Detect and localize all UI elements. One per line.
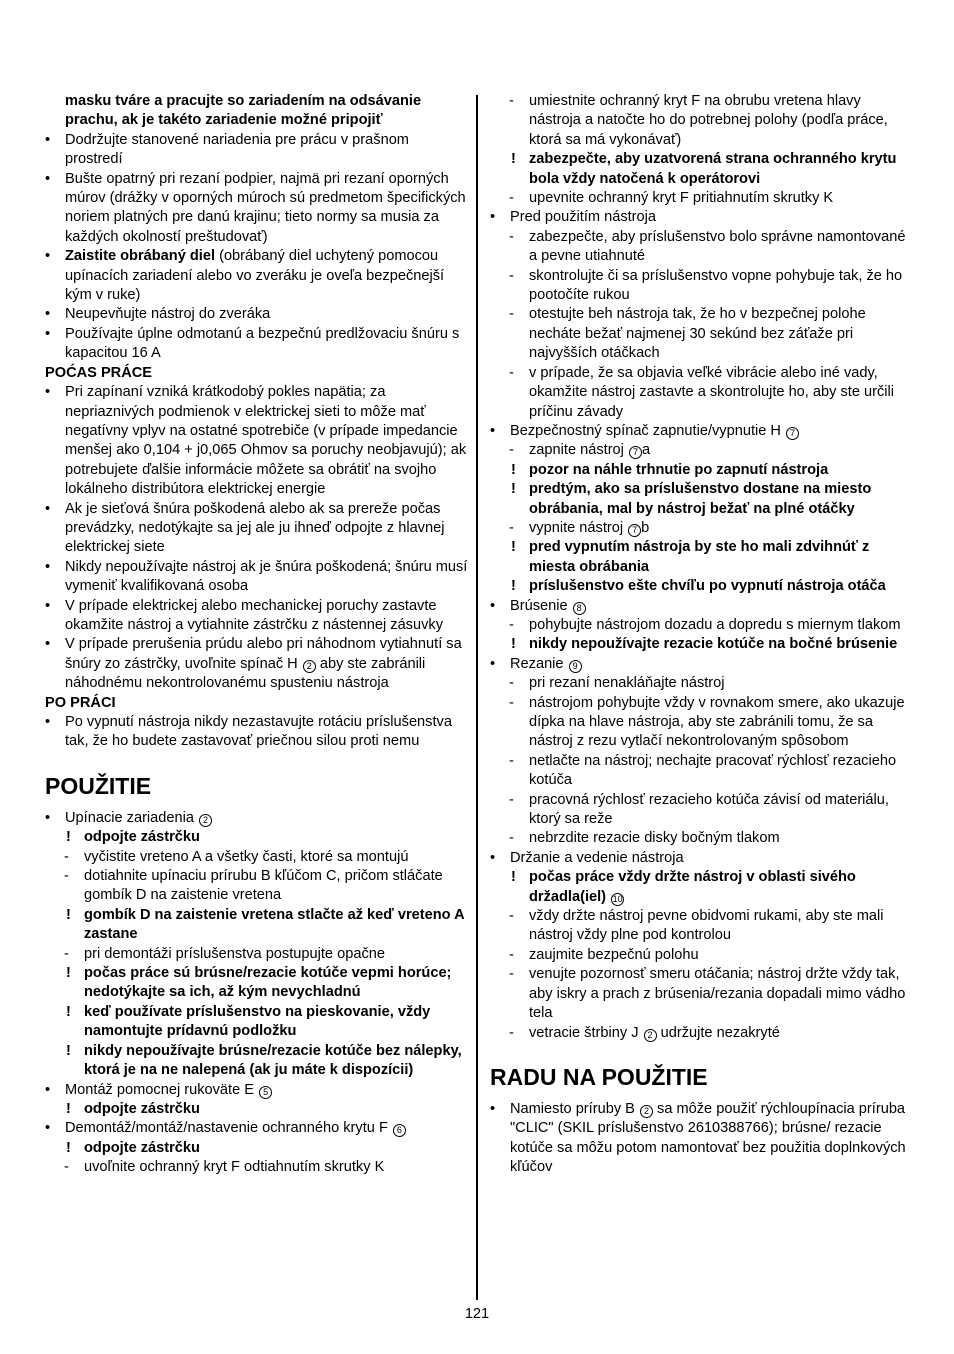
figure-ref-badge: 5 <box>259 1086 272 1099</box>
bullet-item: • Pri zapínaní vzniká krátkodobý pokles napätia; za nepriaznivých podmienok v elektrickej sieti to môže mať negatívny vplyv na ostatné spotrebiče (v prípade impedancie menšej ako 0,104 + j0,065 Ohmov sa poruchy neobjavujú); ak potrebujete ďalšie informácie môžete sa obrátiť na svojho lokálneho distribútora elektrickej energie <box>45 383 470 499</box>
text: Brúsenie <box>510 597 568 614</box>
bullet-item: • Po vypnutí nástroja nikdy nezastavujte rotáciu príslušenstva tak, že ho budete zastavovať priečnou silou proti nemu <box>45 713 470 752</box>
right-column <box>490 92 915 1178</box>
bullet-item: • Neupevňujte nástroj do zveráka <box>45 305 470 324</box>
dash-item: - netlačte na nástroj; nechajte pracovať rýchlosť rezacieho kotúča <box>490 752 915 791</box>
dash-item: - pohybujte nástrojom dozadu a dopredu s miernym tlakom <box>490 616 915 635</box>
bullet-item: • Dodržujte stanovené nariadenia pre prácu v prašnom prostredí <box>45 131 470 170</box>
text: aby ste zabránili náhodnému nekontrolovanému spusteniu nástroja <box>65 655 426 692</box>
text: Namiesto príruby B <box>510 1100 635 1117</box>
dash-item: - zabezpečte, aby príslušenstvo bolo správne namontované a pevne utiahnuté <box>490 228 915 267</box>
section-title: PO PRÁCI <box>45 694 116 711</box>
dash-item: - skontrolujte či sa príslušenstvo vopne pohybuje tak, že ho pootočíte rukou <box>490 267 915 306</box>
warning-item: ! príslušenstvo ešte chvíľu po vypnutí nástroja otáča <box>490 577 915 596</box>
bold-text: Zaistite obrábaný diel <box>65 248 216 265</box>
text: Bezpečnostný spínač zapnutie/vypnutie H <box>510 422 781 439</box>
text: vypnite nástroj <box>529 519 624 536</box>
dash-item <box>490 1024 915 1043</box>
figure-ref-badge: 2 <box>644 1029 657 1042</box>
column-divider <box>476 95 478 1300</box>
figure-ref-badge: 7 <box>786 427 799 440</box>
text: Upínacie zariadenia <box>65 809 194 826</box>
dash-item: - pri demontáži príslušenstva postupujte opačne <box>45 945 470 964</box>
text: Demontáž/montáž/nastavenie ochranného krytu F <box>65 1120 388 1137</box>
text: Rezanie <box>510 655 564 672</box>
page-number: 121 <box>464 1306 490 1322</box>
warning-item: ! zabezpečte, aby uzatvorená strana ochranného krytu bola vždy natočená k operátorovi <box>490 150 915 189</box>
figure-ref-badge: 7 <box>629 446 642 459</box>
warning-item <box>490 868 915 907</box>
bullet-item <box>490 1100 915 1178</box>
warning-item: ! pozor na náhle trhnutie po zapnutí nástroja <box>490 461 915 480</box>
bullet-item <box>490 422 915 441</box>
text: (obrábaný diel uchytený pomocou upínacích zariadení alebo vo zveráku je oveľa bezpečnejší kým v ruke) <box>65 248 445 304</box>
text: počas práce vždy držte nástroj v oblasti sivého držadla(iel) <box>529 869 856 905</box>
text: Montáž pomocnej rukoväte E <box>65 1081 255 1098</box>
warning-item: ! odpojte zástrčku <box>45 1100 470 1119</box>
bullet-item <box>45 1119 470 1138</box>
section-heading: RADU NA POUŽITIE <box>490 1063 708 1090</box>
text: vetracie štrbiny J <box>529 1024 639 1041</box>
figure-ref-badge: 7 <box>628 524 641 537</box>
dash-item: - pracovná rýchlosť rezacieho kotúča závisí od materiálu, ktorý sa reže <box>490 791 915 830</box>
bullet-item: • Ak je sieťová šnúra poškodená alebo ak sa prereže počas prevádzky, nedotýkajte sa jej ale ju ihneď odpojte z hlavnej elektrickej siete <box>45 500 470 558</box>
bullet-item <box>490 597 915 616</box>
bullet-item: • Držanie a vedenie nástroja <box>490 849 915 868</box>
warning-item: ! predtým, ako sa príslušenstvo dostane na miesto obrábania, mal by nástroj bežať na plné otáčky <box>490 480 915 519</box>
dash-item: - zaujmite bezpečnú polohu <box>490 946 915 965</box>
warning-item: ! pred vypnutím nástroja by ste ho mali zdvihnúť z miesta obrábania <box>490 538 915 577</box>
bullet-item: • Používajte úplne odmotanú a bezpečnú predlžovaciu šnúru s kapacitou 16 A <box>45 325 470 364</box>
bullet-item <box>45 809 470 828</box>
dash-item: - pri rezaní nenakláňajte nástroj <box>490 674 915 693</box>
bullet-item: • Bušte opatrný pri rezaní podpier, najmä pri rezaní oporných múrov (drážky v oporných múroch sú predmetom špecifických noriem platných pre danú krajinu; tieto normy sa musia za každých okolností preštudovať) <box>45 170 470 248</box>
dash-item: - otestujte beh nástroja tak, že ho v bezpečnej polohe necháte bežať najmenej 30 sekúnd bez záťaže pri najvyšších otáčkach <box>490 305 915 363</box>
bullet-item: • V prípade elektrickej alebo mechanickej poruchy zastavte okamžite nástroj a vytiahnite zástrčku z nástennej zásuvky <box>45 597 470 636</box>
dash-item: - umiestnite ochranný kryt F na obrubu vretena hlavy nástroja a natočte ho do potrebnej polohy (podľa práce, ktorá sa má vykonávať) <box>490 92 915 150</box>
text: zapnite nástroj <box>529 442 624 459</box>
bullet-item <box>45 635 470 693</box>
warning-item: ! gombík D na zaistenie vretena stlačte až keď vreteno A zastane <box>45 906 470 945</box>
bullet-item <box>45 1081 470 1100</box>
warning-item: ! nikdy nepoužívajte brúsne/rezacie kotúče bez nálepky, ktorá je na ne nalepená (ak ju máte k dispozícii) <box>45 1042 470 1081</box>
dash-item <box>490 519 915 538</box>
figure-ref-badge: 8 <box>573 602 586 615</box>
dash-item: - nebrzdite rezacie disky bočným tlakom <box>490 829 915 848</box>
figure-ref-badge: 2 <box>303 660 316 673</box>
paragraph: masku tváre a pracujte so zariadením na odsávanie prachu, ak je takéto zariadenie možné pripojiť <box>65 93 422 129</box>
text: b <box>641 519 650 536</box>
left-column <box>45 92 470 1178</box>
text: sa môže použiť rýchloupínacia príruba "CLIC" (SKIL príslušenstvo 2610388766); brúsne/ rezacie kotúče sa môžu potom namontovať bez použitia doplnkových kľúčov <box>510 1100 906 1176</box>
text: V prípade prerušenia prúdu alebo pri náhodnom vytiahnutí sa šnúry zo zástrčky, uvoľnite spínač H <box>65 636 462 672</box>
figure-ref-badge: 2 <box>640 1105 653 1118</box>
warning-item: ! odpojte zástrčku <box>45 1139 470 1158</box>
figure-ref-badge: 6 <box>393 1124 406 1137</box>
dash-item: - vždy držte nástroj pevne obidvomi rukami, aby ste mali nástroj vždy plne pod kontrolou <box>490 907 915 946</box>
figure-ref-badge: 10 <box>612 893 623 904</box>
warning-item: ! nikdy nepoužívajte rezacie kotúče na bočné brúsenie <box>490 635 915 654</box>
dash-item: - venujte pozornosť smeru otáčania; nástroj držte vždy tak, aby iskry a prach z brúsenia/rezania dopadali mimo vádho tela <box>490 965 915 1023</box>
section-heading: POUŽITIE <box>45 772 152 799</box>
section-title: POĆAS PRÁCE <box>45 364 153 381</box>
dash-item: - nástrojom pohybujte vždy v rovnakom smere, ako ukazuje dípka na hlave nástroja, aby ste zabránili tomu, že sa nástroj z rezu vytlačí nekontrolovaným spôsobom <box>490 694 915 752</box>
dash-item: - uvoľnite ochranný kryt F odtiahnutím skrutky K <box>45 1158 470 1177</box>
dash-item: - dotiahnite upínaciu prírubu B kľúčom C, pričom stláčate gombík D na zaistenie vretena <box>45 867 470 906</box>
bullet-item <box>45 247 470 305</box>
dash-item: - v prípade, že sa objavia veľké vibrácie alebo iné vady, okamžite nástroj zastavte a skontrolujte ho, aby ste určili príčinu závady <box>490 364 915 422</box>
warning-item: ! keď používate príslušenstvo na pieskovanie, vždy namontujte prídavnú podložku <box>45 1003 470 1042</box>
dash-item: - upevnite ochranný kryt F pritiahnutím skrutky K <box>490 189 915 208</box>
dash-item: - vyčistite vreteno A a všetky časti, ktoré sa montujú <box>45 848 470 867</box>
figure-ref-badge: 2 <box>199 814 212 827</box>
warning-item: ! odpojte zástrčku <box>45 828 470 847</box>
bullet-item: • Pred použitím nástroja <box>490 208 915 227</box>
bullet-item <box>490 655 915 674</box>
warning-item: ! počas práce sú brúsne/rezacie kotúče vepmi horúce; nedotýkajte sa ich, až kým nevychladnú <box>45 964 470 1003</box>
figure-ref-badge: 9 <box>569 660 582 673</box>
text: a <box>641 442 651 459</box>
dash-item <box>490 441 915 460</box>
text: udržujte nezakryté <box>656 1024 780 1041</box>
bullet-item: • Nikdy nepoužívajte nástroj ak je šnúra poškodená; šnúru musí vymeniť kvalifikovaná osoba <box>45 558 470 597</box>
